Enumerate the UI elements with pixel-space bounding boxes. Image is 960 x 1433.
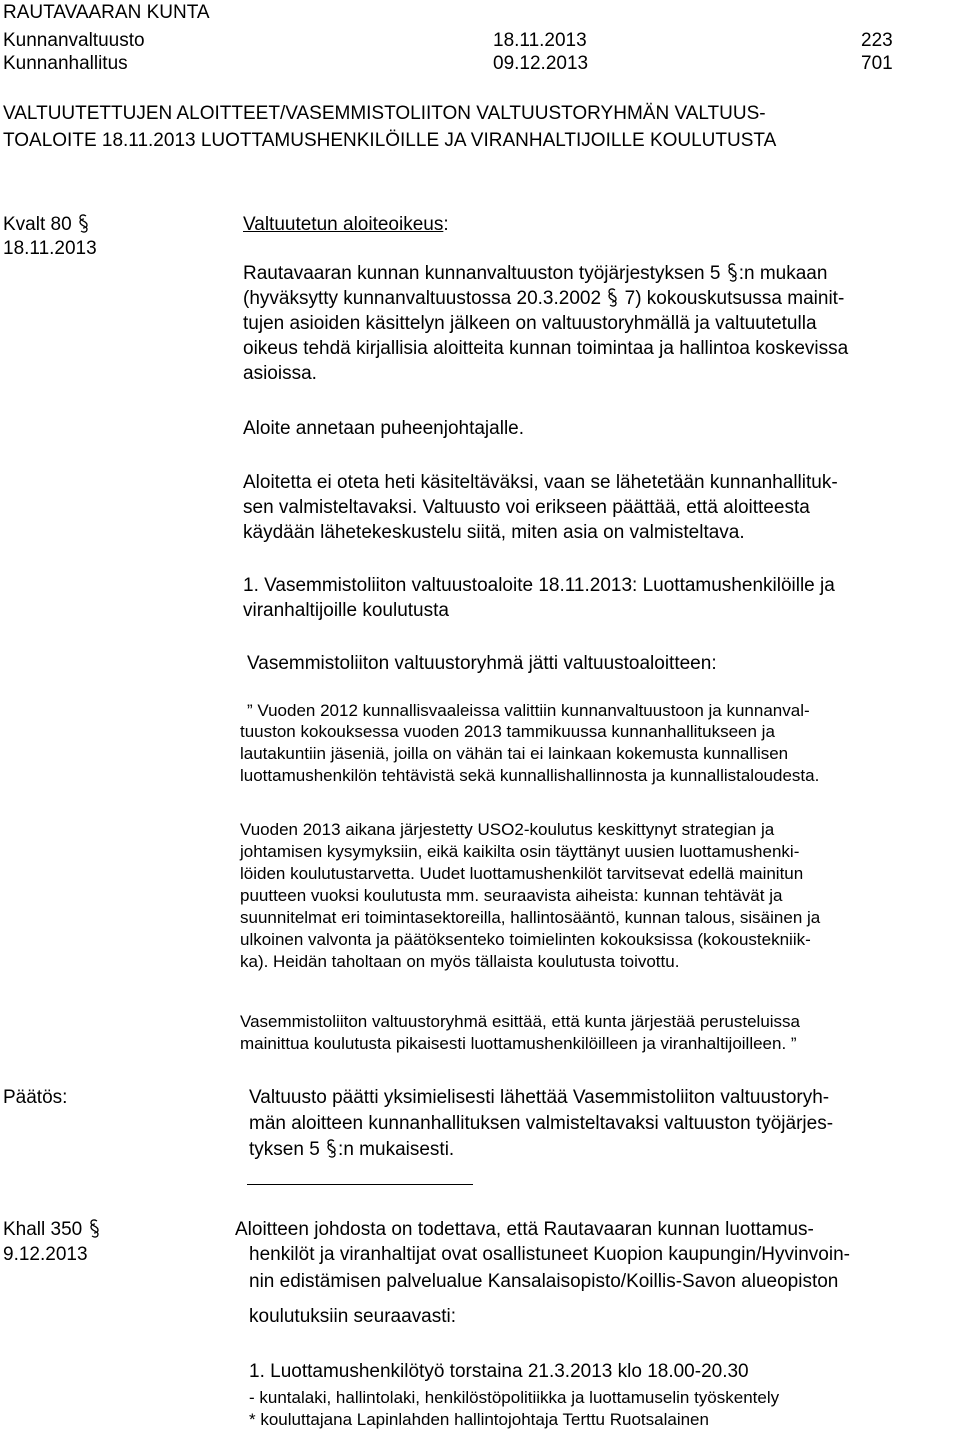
quote3-line-2: mainittua koulutusta pikaisesti luottamushenkilöilleen ja viranhaltijoilleen. ” (240, 1034, 797, 1053)
khall-line-1: Aloitteen johdosta on todettava, että Rautavaaran kunnan luottamus- (235, 1219, 814, 1240)
quote2-line-1: Vuoden 2013 aikana järjestetty USO2-koulutus keskittynyt strategian ja (240, 820, 775, 839)
header-page-valtuusto: 223 (861, 30, 893, 51)
para1-line-4: oikeus tehdä kirjallisia aloitteita kunnan toimintaa ja hallintoa koskevissa (243, 338, 849, 359)
khall-line-4: koulutuksiin seuraavasti: (249, 1306, 456, 1327)
para1-line-1 (243, 262, 827, 285)
decision-line-3-text: tyksen 5 (249, 1139, 320, 1160)
header-page-hallitus: 701 (861, 53, 893, 74)
event1-title: 1. Luottamushenkilötyö torstaina 21.3.2013 klo 18.00-20.30 (249, 1361, 749, 1382)
para2: Aloite annetaan puheenjohtajalle. (243, 418, 525, 439)
organization-name: RAUTAVAARAN KUNTA (3, 2, 210, 23)
quote2-line-6: ulkoinen valvonta ja päätöksenteko toimielinten kokouksissa (kokoustekniik- (240, 930, 811, 949)
decision-line-3-tail: :n mukaisesti. (338, 1139, 455, 1160)
para1-line-5: asioissa. (243, 363, 317, 384)
kvalt-date: 18.11.2013 (3, 238, 97, 259)
kvalt-ref (3, 213, 90, 236)
item1-line-2: viranhaltijoille koulutusta (243, 600, 449, 621)
separator-line (247, 1184, 473, 1185)
kvalt-heading-text: Valtuutetun aloiteoikeus (243, 214, 444, 235)
section-sign-icon (726, 262, 739, 283)
khall-date: 9.12.2013 (3, 1244, 88, 1265)
item1-line-1: 1. Vasemmistoliiton valtuustoaloite 18.11.2013: Luottamushenkilöille ja (243, 575, 835, 596)
khall-line-3: nin edistämisen palvelualue Kansalaisopisto/Koillis-Savon alueopiston (249, 1271, 839, 1292)
para1-line-1-text: Rautavaaran kunnan kunnanvaltuuston työjärjestyksen 5 (243, 263, 721, 284)
quote2-line-2: johtamisen kysymyksiin, eikä kaikilta osin täyttänyt uusien luottamushenki- (240, 842, 800, 861)
kvalt-heading (243, 213, 449, 236)
para1-line-3: tujen asioiden käsittelyn jälkeen on valtuustoryhmällä ja valtuutetulla (243, 313, 817, 334)
kvalt-ref-text: Kvalt 80 (3, 214, 72, 235)
decision-label: Päätös: (3, 1087, 68, 1108)
quote1-line-3: lautakuntiin jäseniä, joilla on vähän tai ei lainkaan kokemusta kunnallisen (240, 744, 789, 763)
quote1-line-1: ” Vuoden 2012 kunnallisvaaleissa valittiin kunnanvaltuustoon ja kunnanval- (247, 701, 810, 720)
intro-line: Vasemmistoliiton valtuustoryhmä jätti valtuustoaloitteen: (247, 653, 717, 674)
section-sign-icon (88, 1218, 101, 1239)
decision-line-3 (249, 1138, 454, 1161)
para3-line-3: käydään lähetekeskustelu siitä, miten asia on valmisteltava. (243, 522, 745, 543)
quote2-line-4: puutteen vuoksi koulutusta mm. seuraavista aiheista: kunnan tehtävät ja (240, 886, 783, 905)
quote2-line-3: löiden koulutustarvetta. Uudet luottamushenkilöt tarvitsevat edellä mainitun (240, 864, 804, 883)
quote2-line-7: ka). Heidän taholtaan on myös tällaista koulutusta toivottu. (240, 952, 680, 971)
quote1-line-4: luottamushenkilön tehtävistä sekä kunnallishallinnosta ja kunnallistaloudesta. (240, 766, 820, 785)
quote3-line-1: Vasemmistoliiton valtuustoryhmä esittää, että kunta järjestää perusteluissa (240, 1012, 801, 1031)
event1-trainer: * kouluttajana Lapinlahden hallintojohtaja Terttu Ruotsalainen (249, 1410, 709, 1429)
para1-line-2-text: (hyväksytty kunnanvaltuustossa 20.3.2002 (243, 288, 602, 309)
header-date-valtuusto: 18.11.2013 (493, 30, 587, 51)
para1-line-1-tail: :n mukaan (738, 263, 828, 284)
kvalt-heading-colon: : (443, 214, 449, 235)
section-sign-icon (606, 287, 619, 308)
header-body-hallitus: Kunnanhallitus (3, 53, 128, 74)
khall-ref-text: Khall 350 (3, 1219, 83, 1240)
khall-line-2: henkilöt ja viranhaltijat ovat osallistuneet Kuopion kaupungin/Hyvinvoin- (249, 1244, 850, 1265)
decision-line-2: män aloitteen kunnanhallituksen valmisteltavaksi valtuuston työjärjes- (249, 1113, 834, 1134)
section-sign-icon (325, 1138, 338, 1159)
decision-line-1: Valtuusto päätti yksimielisesti lähettää Vasemmistoliiton valtuustoryh- (249, 1087, 830, 1108)
header-date-hallitus: 09.12.2013 (493, 53, 589, 74)
section-sign-icon (77, 213, 90, 234)
para1-line-2-tail: 7) kokouskutsussa mainit- (624, 288, 845, 309)
document-title-line-2: TOALOITE 18.11.2013 LUOTTAMUSHENKILÖILLE JA VIRANHALTIJOILLE KOULUTUSTA (3, 130, 777, 151)
quote2-line-5: suunnitelmat eri toimintasektoreilla, hallintosääntö, kunnan talous, sisäinen ja (240, 908, 821, 927)
khall-ref (3, 1218, 101, 1241)
para3-line-1: Aloitetta ei oteta heti käsiteltäväksi, vaan se lähetetään kunnanhallituk- (243, 472, 838, 493)
document-title-line-1: VALTUUTETTUJEN ALOITTEET/VASEMMISTOLIITON VALTUUSTORYHMÄN VALTUUS- (3, 103, 766, 124)
header-body-valtuusto: Kunnanvaltuusto (3, 30, 145, 51)
para3-line-2: sen valmisteltavaksi. Valtuusto voi erikseen päättää, että aloitteesta (243, 497, 810, 518)
quote1-line-2: tuuston kokouksessa vuoden 2013 tammikuussa kunnanhallitukseen ja (240, 722, 775, 741)
event1-topics: - kuntalaki, hallintolaki, henkilöstöpolitiikka ja luottamuselin työskentely (249, 1388, 780, 1407)
para1-line-2 (243, 287, 844, 310)
